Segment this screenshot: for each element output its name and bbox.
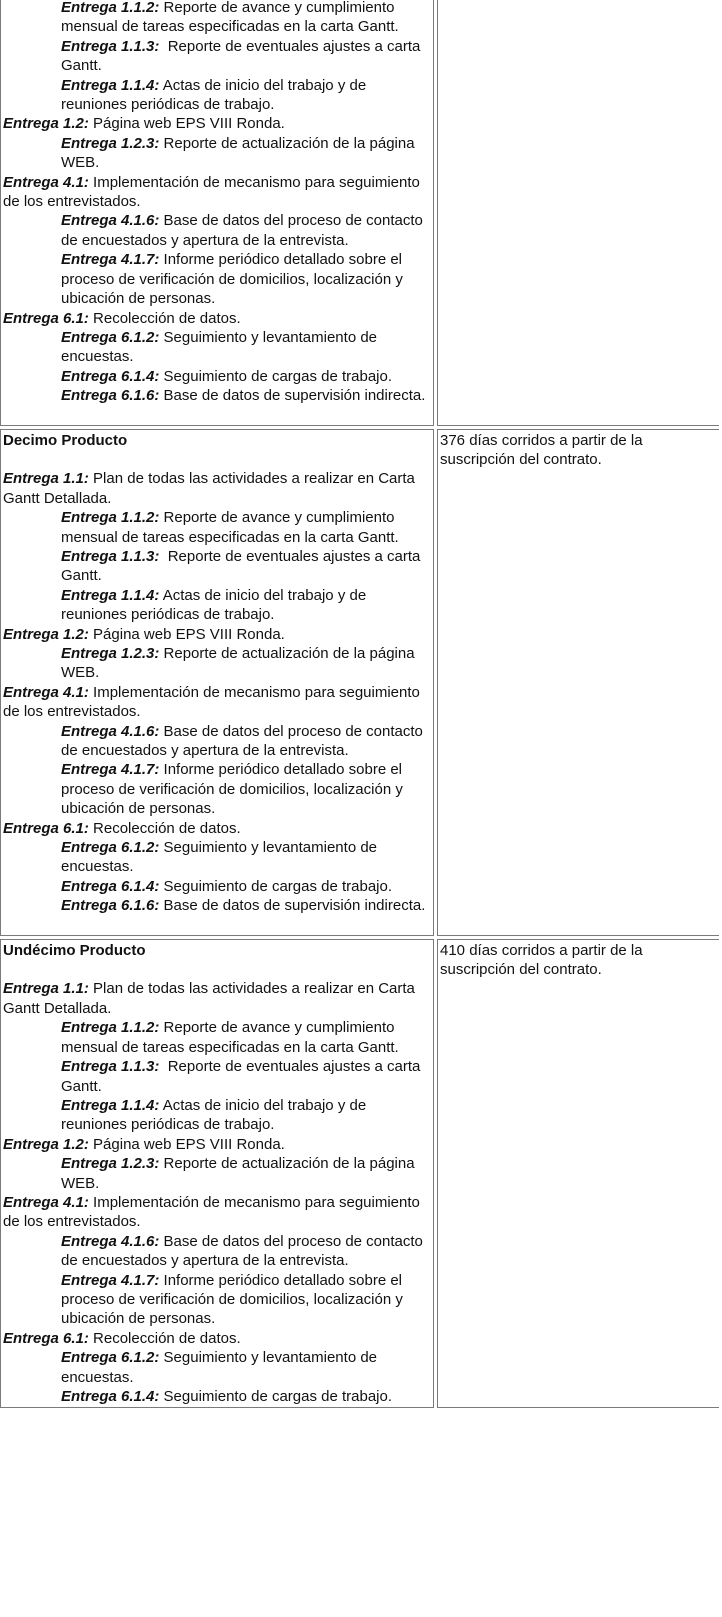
deliverable-item <box>3 722 431 761</box>
deliverable-text: Seguimiento y levantamiento de encuestas. <box>61 839 382 876</box>
deliverable-text: Seguimiento y levantamiento de encuestas. <box>61 1349 382 1386</box>
deliverable-item <box>3 896 431 915</box>
deliverable-label: Entrega 6.1: <box>3 819 89 837</box>
deliverable-label: Entrega 4.1.7: <box>61 251 160 269</box>
deliverable-text: Base de datos del proceso de contacto de encuestados y apertura de la entrevista. <box>61 212 428 249</box>
deliverable-text: Plan de todas las actividades a realizar en Carta Gantt Detallada. <box>3 470 420 507</box>
deliverable-item <box>3 37 431 76</box>
deliverable-text: Reporte de eventuales ajustes a carta Gantt. <box>61 1058 425 1095</box>
deliverable-label: Entrega 6.1: <box>3 309 89 327</box>
deliverable-item <box>3 760 431 818</box>
deliverable-text: Base de datos del proceso de contacto de encuestados y apertura de la entrevista. <box>61 722 428 760</box>
deliverable-label: Entrega 6.1.6: <box>61 387 160 405</box>
deliverables-cell <box>0 0 434 426</box>
deliverable-item <box>3 877 431 896</box>
deliverable-label: Entrega 4.1: <box>3 683 89 701</box>
deliverable-text: Recolección de datos. <box>88 819 241 837</box>
spacer <box>3 406 431 424</box>
deliverable-label: Entrega 4.1.7: <box>61 1271 160 1289</box>
deliverable-item <box>3 1096 431 1135</box>
deliverable-item <box>3 1329 431 1348</box>
deliverable-label: Entrega 1.1.4: <box>61 1096 160 1114</box>
deliverable-text: Base de datos de supervisión indirecta. <box>159 897 426 915</box>
deadline-cell <box>437 429 719 936</box>
deliverable-text: Informe periódico detallado sobre el proceso de verificación de domicilios, localización y ubicación de personas. <box>61 761 408 818</box>
deliverable-label: Entrega 6.1.2: <box>61 839 160 857</box>
deliverable-label: Entrega 1.1.2: <box>61 1019 160 1037</box>
product-title: Undécimo Producto <box>3 941 146 959</box>
deliverable-text: Base de datos de supervisión indirecta. <box>159 387 426 405</box>
deliverable-label: Entrega 1.1.4: <box>61 76 160 94</box>
deliverable-label: Entrega 1.2: <box>3 1135 89 1153</box>
deliverable-text: Página web EPS VIII Ronda. <box>88 115 285 133</box>
deliverable-item <box>3 819 431 838</box>
product-row <box>0 0 719 426</box>
deliverable-text: Página web EPS VIII Ronda. <box>88 1135 285 1153</box>
deadline-cell <box>437 939 719 1409</box>
deliverable-text: Actas de inicio del trabajo y de reuniones periódicas de trabajo. <box>61 76 371 114</box>
deliverable-label: Entrega 4.1: <box>3 173 89 191</box>
deliverable-item <box>3 211 431 250</box>
deliverable-text: Seguimiento de cargas de trabajo. <box>159 1388 393 1405</box>
deliverable-label: Entrega 1.1: <box>3 980 89 998</box>
deliverable-label: Entrega 6.1.4: <box>61 367 160 385</box>
deliverable-label: Entrega 6.1.4: <box>61 877 160 895</box>
deliverable-label: Entrega 6.1.4: <box>61 1388 160 1405</box>
deliverable-text: Informe periódico detallado sobre el proceso de verificación de domicilios, localización y ubicación de personas. <box>61 1271 408 1328</box>
deliverable-label: Entrega 1.1.4: <box>61 586 160 604</box>
product-title: Decimo Producto <box>3 431 128 449</box>
deliverable-item <box>3 114 431 133</box>
deliverable-item <box>3 979 431 1018</box>
deliverable-label: Entrega 4.1.6: <box>61 722 160 740</box>
deliverable-label: Entrega 1.1.3: <box>61 37 160 55</box>
deliverable-item <box>3 644 431 683</box>
deliverable-text: Reporte de actualización de la página WEB. <box>61 134 419 172</box>
deliverable-label: Entrega 1.2.3: <box>61 644 160 662</box>
deliverable-item <box>3 76 431 115</box>
deliverable-label: Entrega 6.1.6: <box>61 897 160 915</box>
deadline-text: 376 días corridos a partir de la suscripción del contrato. <box>440 431 643 468</box>
deliverable-item <box>3 1387 431 1406</box>
product-row <box>0 939 719 1409</box>
deliverable-label: Entrega 4.1.7: <box>61 761 160 779</box>
deliverable-label: Entrega 6.1: <box>3 1329 89 1347</box>
deliverable-item <box>3 683 431 722</box>
deliverable-text: Plan de todas las actividades a realizar en Carta Gantt Detallada. <box>3 980 420 1017</box>
deliverable-item <box>3 173 431 212</box>
deliverable-label: Entrega 1.2.3: <box>61 134 160 152</box>
deliverable-item <box>3 1271 431 1329</box>
deliverable-item <box>3 1232 431 1271</box>
deliverable-text: Implementación de mecanismo para seguimiento de los entrevistados. <box>3 683 425 721</box>
deliverable-text: Seguimiento y levantamiento de encuestas. <box>61 328 382 366</box>
deliverable-label: Entrega 1.1.3: <box>61 1058 160 1076</box>
deliverable-text: Implementación de mecanismo para seguimiento de los entrevistados. <box>3 173 425 211</box>
deliverable-label: Entrega 4.1: <box>3 1193 89 1211</box>
deliverable-item <box>3 1057 431 1096</box>
deliverable-item <box>3 386 431 405</box>
deliverable-text: Reporte de eventuales ajustes a carta Gantt. <box>61 547 425 585</box>
deliverable-label: Entrega 6.1.2: <box>61 1349 160 1367</box>
deliverable-label: Entrega 1.2.3: <box>61 1155 160 1173</box>
deliverable-text: Reporte de avance y cumplimiento mensual de tareas especificadas en la carta Gantt. <box>61 509 399 546</box>
deliverable-item <box>3 469 431 508</box>
deliverable-text: Reporte de actualización de la página WEB. <box>61 1155 419 1192</box>
deliverable-item <box>3 1135 431 1154</box>
deliverable-text: Página web EPS VIII Ronda. <box>88 625 285 643</box>
product-row <box>0 429 719 936</box>
deliverable-item <box>3 625 431 644</box>
deliverable-item <box>3 1018 431 1057</box>
deliverable-label: Entrega 1.1: <box>3 470 89 488</box>
deliverable-item <box>3 309 431 328</box>
deliverable-item <box>3 367 431 386</box>
deliverable-text: Seguimiento de cargas de trabajo. <box>159 877 393 895</box>
deliverable-label: Entrega 4.1.6: <box>61 212 160 230</box>
deliverable-label: Entrega 1.2: <box>3 625 89 643</box>
deliverable-item <box>3 838 431 877</box>
deliverable-item <box>3 547 431 586</box>
deadline-text: 410 días corridos a partir de la suscripción del contrato. <box>440 941 643 979</box>
spacer <box>3 916 431 934</box>
deliverable-item <box>3 328 431 367</box>
deliverable-item <box>3 1193 431 1232</box>
deliverable-item <box>3 250 431 308</box>
deliverables-cell <box>0 429 434 936</box>
deliverable-item <box>3 0 431 37</box>
deliverable-label: Entrega 6.1.2: <box>61 328 160 346</box>
deliverable-text: Reporte de avance y cumplimiento mensual de tareas especificadas en la carta Gantt. <box>61 0 399 36</box>
deliverable-text: Reporte de actualización de la página WEB. <box>61 644 419 682</box>
spacer <box>3 450 431 469</box>
deliverable-item <box>3 1348 431 1387</box>
deliverable-text: Actas de inicio del trabajo y de reuniones periódicas de trabajo. <box>61 586 371 624</box>
deliverable-item <box>3 586 431 625</box>
spacer <box>3 960 431 979</box>
deliverable-text: Informe periódico detallado sobre el proceso de verificación de domicilios, localización y ubicación de personas. <box>61 251 408 308</box>
deliverable-text: Seguimiento de cargas de trabajo. <box>159 367 393 385</box>
deliverable-text: Actas de inicio del trabajo y de reuniones periódicas de trabajo. <box>61 1096 371 1134</box>
deliverable-item <box>3 508 431 547</box>
deliverable-item <box>3 1154 431 1193</box>
deliverable-label: Entrega 1.2: <box>3 115 89 133</box>
deliverable-text: Recolección de datos. <box>88 1329 241 1347</box>
deliverable-label: Entrega 1.1.3: <box>61 547 160 565</box>
deliverable-text: Base de datos del proceso de contacto de encuestados y apertura de la entrevista. <box>61 1232 428 1270</box>
deliverable-label: Entrega 1.1.2: <box>61 0 160 16</box>
deliverable-label: Entrega 1.1.2: <box>61 509 160 527</box>
deliverable-text: Recolección de datos. <box>88 309 241 327</box>
deliverable-item <box>3 134 431 173</box>
deliverables-cell <box>0 939 434 1409</box>
deadline-cell <box>437 0 719 426</box>
deliverable-label: Entrega 4.1.6: <box>61 1232 160 1250</box>
deliverable-text: Reporte de avance y cumplimiento mensual de tareas especificadas en la carta Gantt. <box>61 1019 399 1056</box>
deliverable-text: Reporte de eventuales ajustes a carta Gantt. <box>61 37 425 75</box>
deliverable-text: Implementación de mecanismo para seguimiento de los entrevistados. <box>3 1193 425 1231</box>
